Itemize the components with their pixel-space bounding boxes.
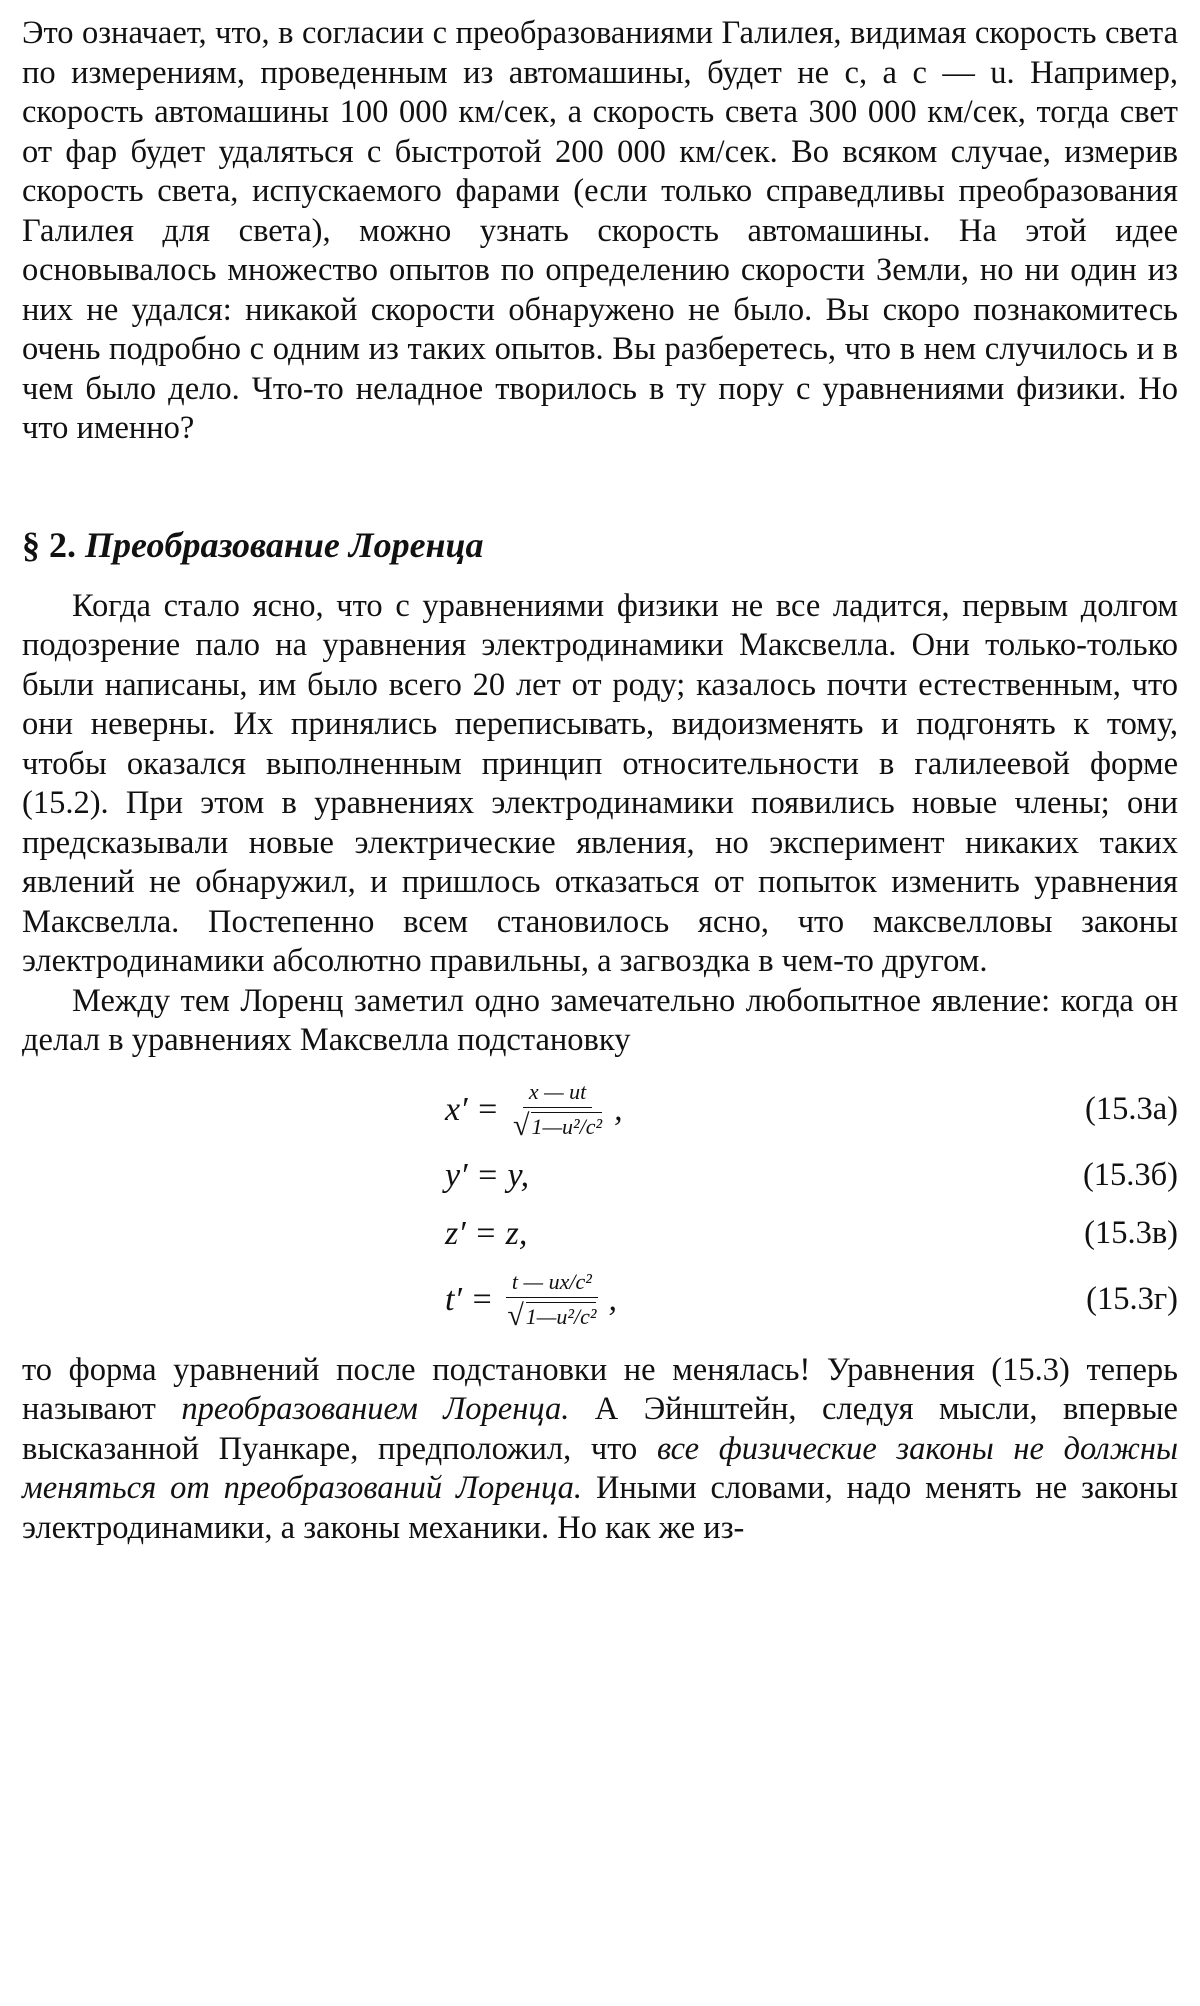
equation-label: (15.3в) (1084, 1215, 1178, 1251)
equation-x (22, 1073, 1178, 1147)
equation-comma: , (614, 1090, 623, 1128)
denominator: 1—u²/c² (531, 1114, 603, 1139)
equation-lhs: z′ = z, (445, 1214, 528, 1252)
equation-label: (15.3б) (1082, 1157, 1178, 1193)
equation-z (22, 1205, 1178, 1263)
text-run: А Эйнштейн, следуя мысли, впервые высказанной Пуанкаре, предположил, что (22, 1391, 1178, 1467)
text-run: Иными словами, надо менять не законы электродинамики, а законы механики. Но как же из- (22, 1470, 1178, 1546)
denominator: 1—u²/c² (525, 1304, 597, 1329)
equation-y (22, 1147, 1178, 1205)
paragraph-lorentz-substitution: Между тем Лоренц заметил одно замечательно любопытное явление: когда он делал в уравнениях Максвелла подстановку (22, 982, 1178, 1058)
equation-lhs: x′ = (445, 1090, 499, 1128)
lorentz-equations (22, 1073, 1178, 1337)
radical-sign: √ (512, 1109, 530, 1142)
section-number: § 2. (22, 524, 76, 565)
emphasis-lorentz-transformation: преобразованием Лоренца. (181, 1391, 570, 1427)
fraction (507, 1079, 608, 1140)
numerator: t — ux/c² (506, 1269, 598, 1298)
section-title-text: Преобразование Лоренца (85, 524, 484, 565)
radical-sign: √ (507, 1299, 524, 1332)
section-heading (22, 523, 1178, 567)
equation-lhs: y′ = y, (445, 1156, 530, 1194)
paragraph-maxwell: Когда стало ясно, что с уравнениями физики не все ладится, первым долгом подозрение пало на уравнения электродинамики Максвелла. Они только-только были написаны, им было всего 20 лет от роду; казалось почти естественным, что они неверны. Их принялись переписывать, видоизменять и подгонять к тому, чтобы оказался выполненным принцип относительности в галилеевой форме (15.2). При этом в уравнениях электродинамики появились новые члены; они предсказывали новые электрические явления, но эксперимент никаких таких явлений не обнаружил, и пришлось отказаться от попыток изменить уравнения Максвелла. Постепенно всем становилось ясно, что максвелловы законы электродинамики абсолютно правильны, а загвоздка в чем-то другом. (22, 587, 1178, 979)
equation-t (22, 1263, 1178, 1337)
document-page (22, 14, 1178, 1548)
text-run: то форма уравнений после подстановки не менялась! Уравнения (15.3) теперь называют (22, 1351, 1178, 1427)
paragraph-einstein (22, 1351, 1178, 1549)
equation-comma: , (608, 1280, 617, 1318)
emphasis-physical-laws: все физические законы не должны меняться от преобразований Лоренца. (22, 1430, 1179, 1506)
equation-label: (15.3г) (1086, 1281, 1178, 1317)
intro-paragraph: Это означает, что, в согласии с преобразованиями Галилея, видимая скорость света по измерениям, проведенным из автомашины, будет не c, а c — u. Например, скорость автомашины 100 000 км/сек, а скорость света 300 000 км/сек, тогда свет от фар будет удаляться с быстротой 200 000 км/сек. Во всяком случае, измерив скорость света, испускаемого фарами (если только справедливы преобразования Галилея для света), можно узнать скорость автомашины. На этой идее основывалось множество опытов по определению скорости Земли, но ни один из них не удался: никакой скорости обнаружено не было. Вы скоро познакомитесь очень подробно с одним из таких опытов. Вы разберетесь, что в нем случилось и в чем было дело. Что-то неладное творилось в ту пору с уравнениями физики. Но что именно? (22, 15, 1178, 446)
equation-label: (15.3а) (1085, 1091, 1178, 1127)
equation-lhs: t′ = (445, 1280, 494, 1318)
fraction (501, 1269, 602, 1330)
numerator: x — ut (523, 1079, 592, 1108)
